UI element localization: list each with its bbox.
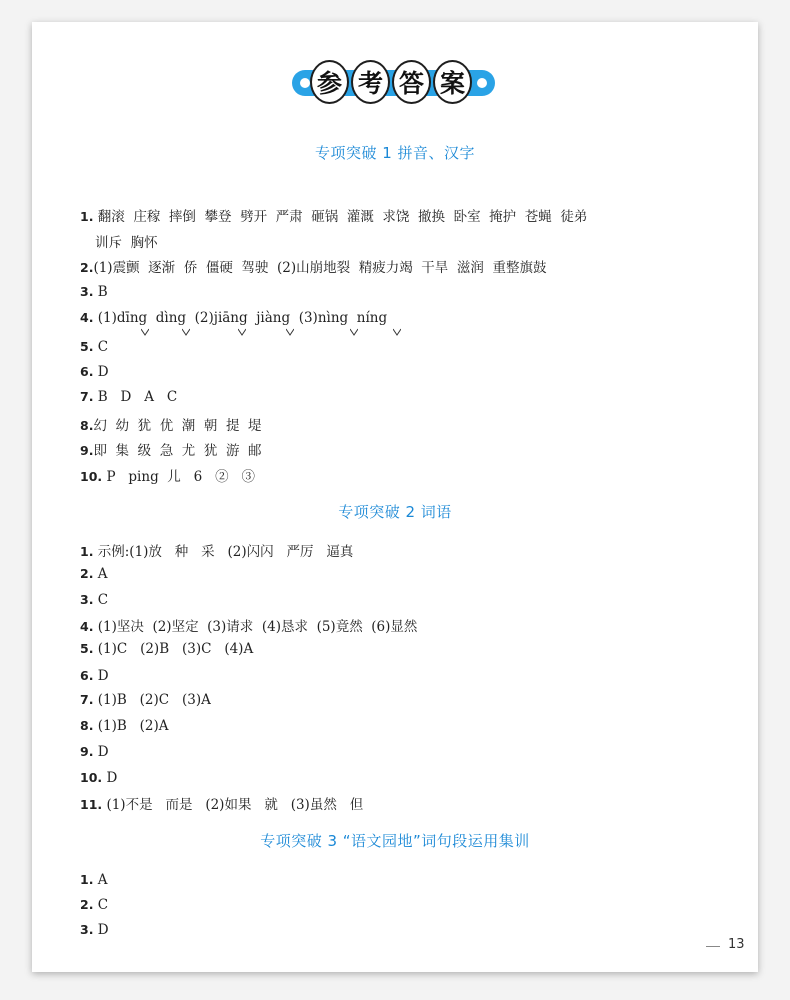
list-item: 4. (1)dīng dìng (2)jiāng jiàng (3)nìng níng	[80, 310, 388, 326]
check-mark-icon	[286, 328, 294, 336]
list-item: 1. A	[80, 872, 108, 888]
check-mark-icon	[350, 328, 358, 336]
title-char: 参	[310, 60, 349, 104]
list-item: 10. P ping 儿 6 ② ③	[80, 469, 255, 485]
list-item: 6. D	[80, 364, 109, 380]
list-item: 5. C	[80, 339, 109, 355]
title-char: 考	[351, 60, 390, 104]
list-item: 8.幻 幼 犹 优 潮 朝 提 堤	[80, 418, 262, 434]
page-number-dash	[706, 946, 720, 947]
list-item: 4. (1)坚决 (2)坚定 (3)请求 (4)恳求 (5)竟然 (6)显然	[80, 619, 418, 635]
list-item: 训斥 胸怀	[95, 235, 158, 251]
list-item: 11. (1)不是 而是 (2)如果 就 (3)虽然 但	[80, 797, 364, 813]
list-item: 8. (1)B (2)A	[80, 718, 169, 734]
list-item: 3. D	[80, 922, 109, 938]
title-char: 答	[392, 60, 431, 104]
page-number: 13	[728, 937, 745, 952]
list-item: 3. B	[80, 284, 108, 300]
check-mark-icon	[141, 328, 149, 336]
list-item: 7. (1)B (2)C (3)A	[80, 692, 211, 708]
list-item: 9. D	[80, 744, 109, 760]
banner-dot-left-icon	[300, 78, 310, 88]
section-title-1: 专项突破 1 拼音、汉字	[314, 144, 476, 162]
banner-dot-right-icon	[477, 78, 487, 88]
list-item: 1. 示例:(1)放 种 采 (2)闪闪 严厉 逼真	[80, 544, 354, 560]
list-item: 9.即 集 级 急 尤 犹 游 邮	[80, 443, 262, 459]
section-title-2: 专项突破 2 词语	[338, 503, 452, 521]
title-char: 案	[433, 60, 472, 104]
page-title	[310, 60, 472, 104]
list-item: 6. D	[80, 668, 109, 684]
check-mark-icon	[182, 328, 190, 336]
list-item: 5. (1)C (2)B (3)C (4)A	[80, 641, 254, 657]
list-item: 10. D	[80, 770, 118, 786]
list-item: 2. A	[80, 566, 108, 582]
list-item: 2.(1)震颤 逐渐 侨 僵硬 驾驶 (2)山崩地裂 精疲力竭 干旱 滋润 重整旗鼓	[80, 260, 547, 276]
check-mark-icon	[393, 328, 401, 336]
check-mark-icon	[238, 328, 246, 336]
list-item: 2. C	[80, 897, 109, 913]
list-item: 3. C	[80, 592, 109, 608]
list-item: 1. 翻滚 庄稼 摔倒 攀登 劈开 严肃 砸锅 灌溉 求饶 撤换 卧室 掩护 苍蝇 徒弟	[80, 209, 588, 225]
list-item: 7. B D A C	[80, 389, 178, 405]
section-title-3: 专项突破 3 “语文园地”词句段运用集训	[260, 832, 530, 850]
